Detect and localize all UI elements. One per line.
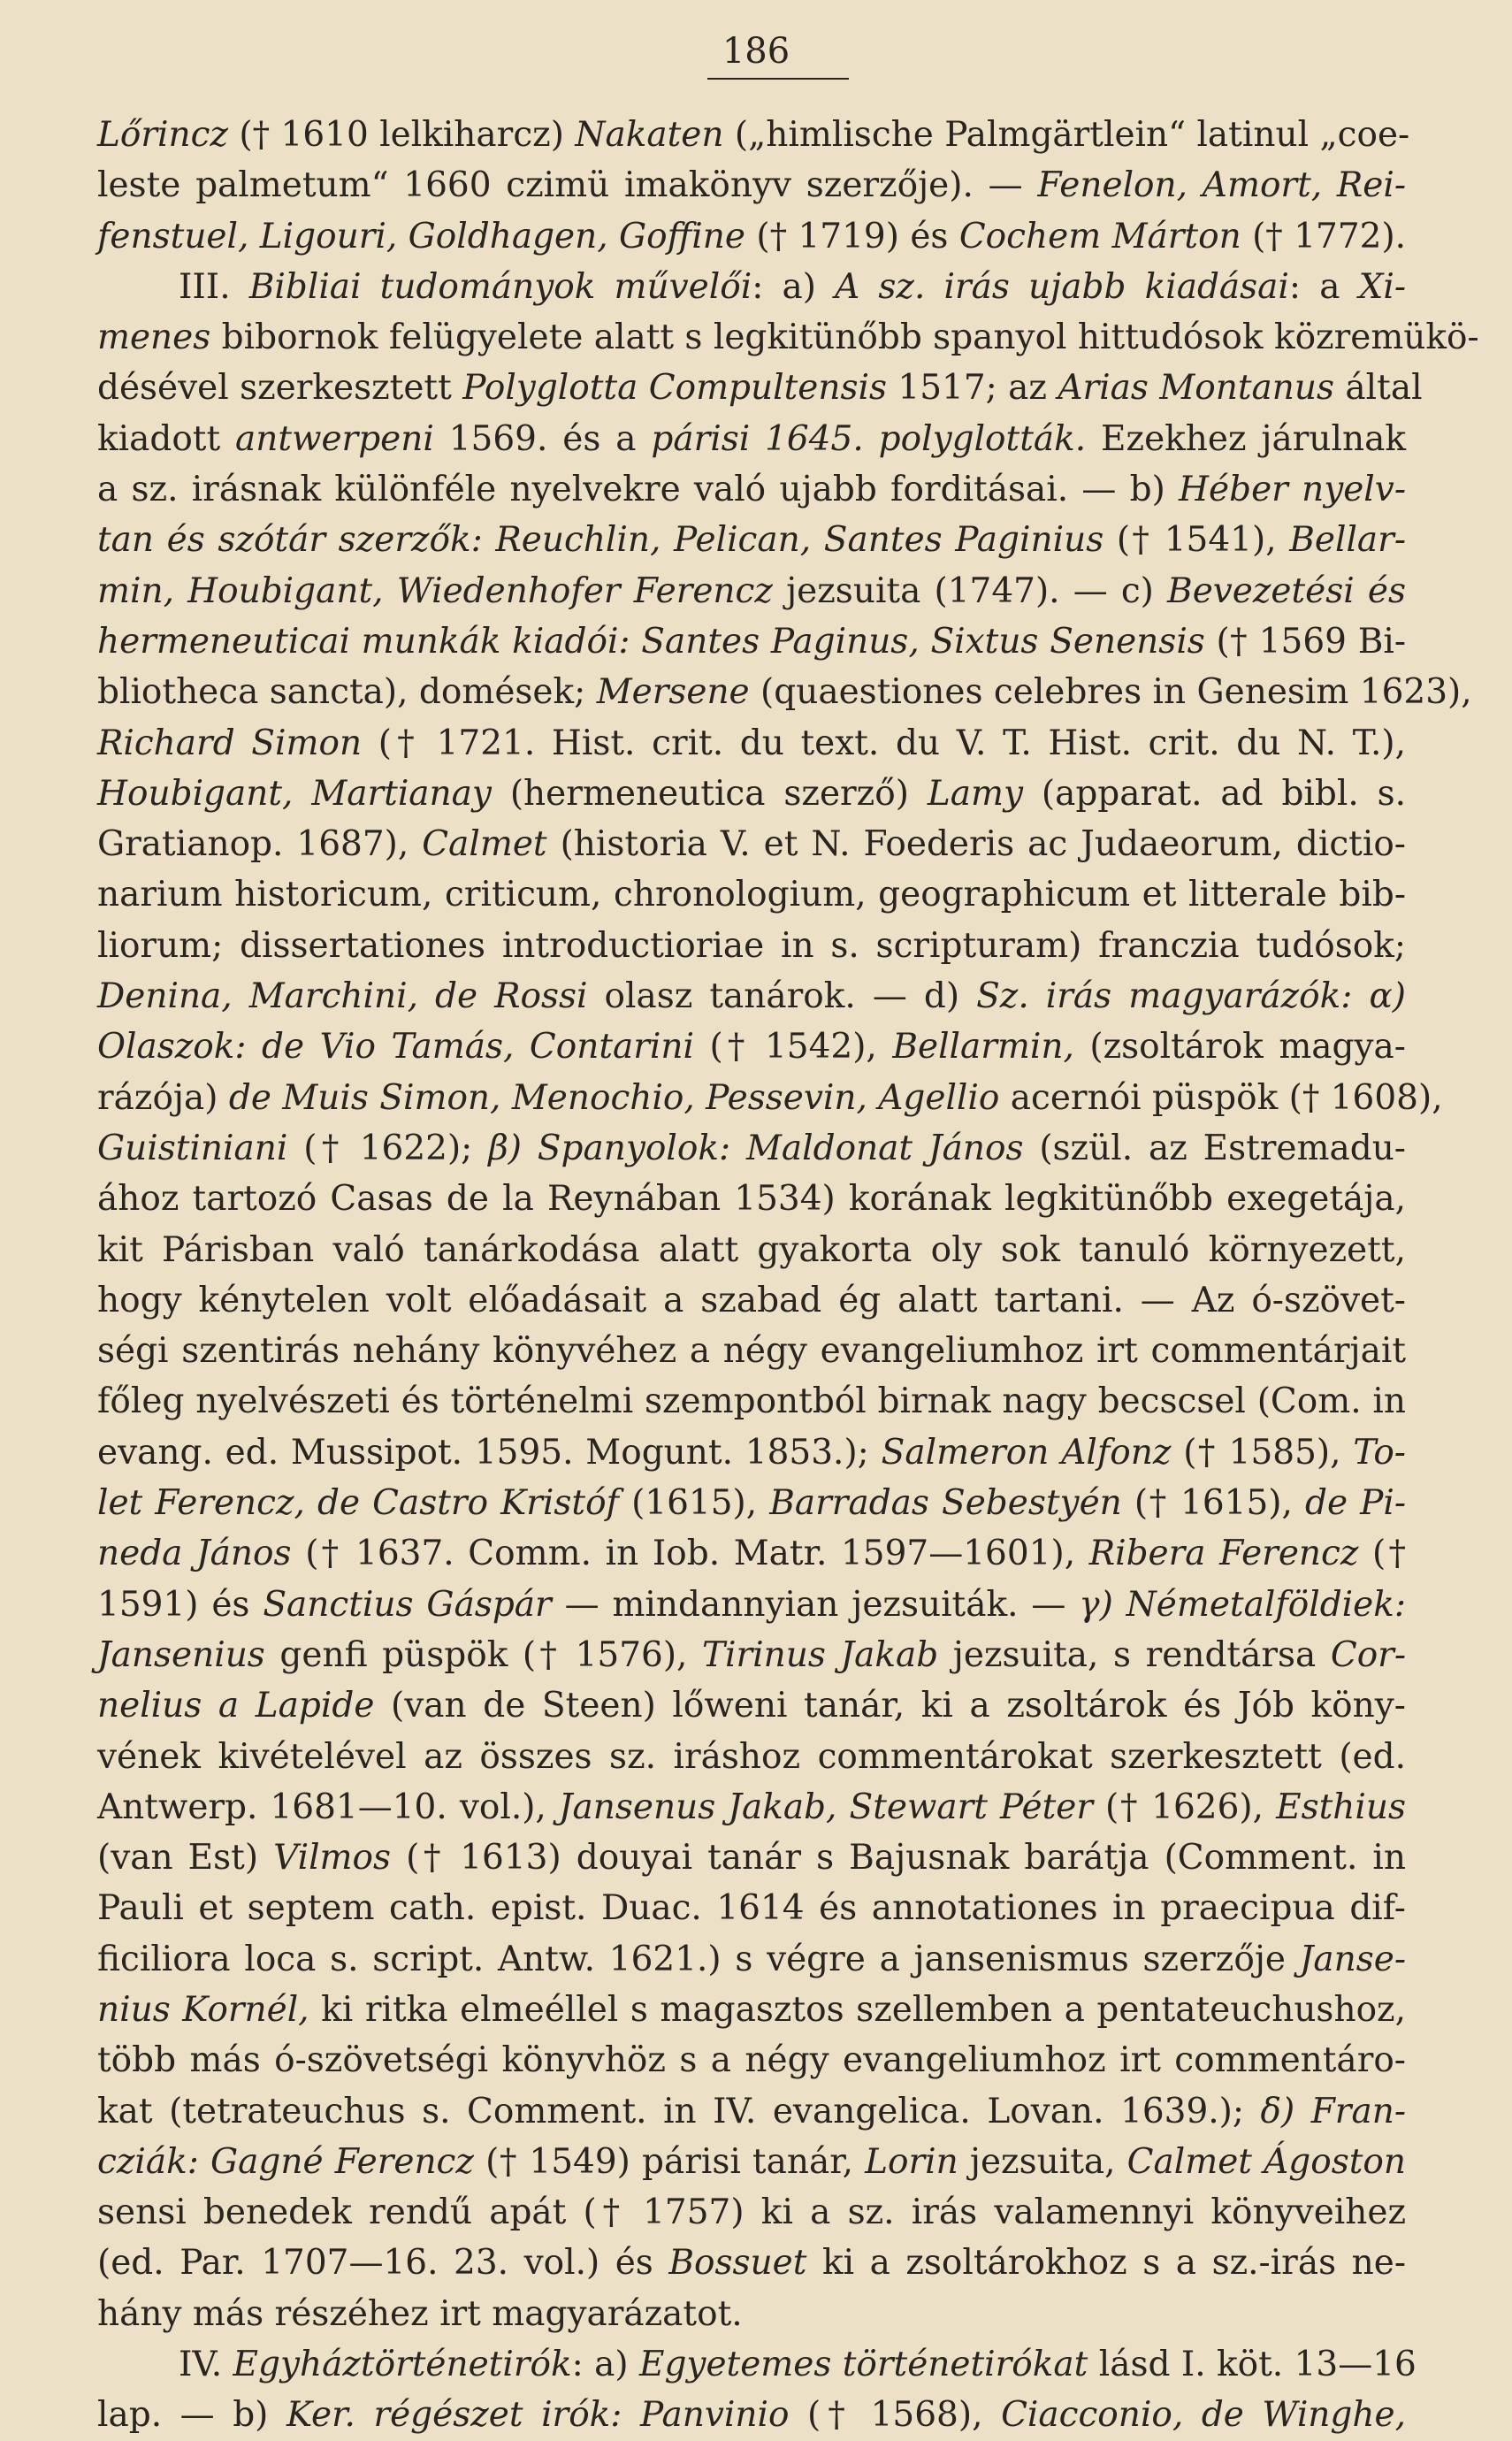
- italic-text: Jansenus Jakab, Stewart Péter: [558, 1787, 1093, 1827]
- text-line: [97, 262, 1406, 312]
- text-run: vének kivételével az összes sz. iráshoz commentárokat szerkesztett (ed.: [97, 1736, 1406, 1777]
- text-line: [97, 414, 1406, 464]
- text-line: [97, 1478, 1406, 1528]
- text-run: († 1541),: [1103, 520, 1290, 561]
- text-run: ségi szentirás nehány könyvéhez a négy evangeliumhoz irt commentárjait: [97, 1331, 1406, 1372]
- text-line: [97, 2390, 1406, 2440]
- italic-text: γ) Németalföldiek:: [1079, 1584, 1407, 1625]
- text-run: hogy kénytelen volt előadásait a szabad ég alatt tartani. — Az ó-szövet-: [97, 1280, 1406, 1320]
- text-run: Pauli et septem cath. epist. Duac. 1614 és annotationes in praecipua dif-: [97, 1888, 1406, 1929]
- italic-text: Vilmos: [273, 1838, 392, 1879]
- text-run: († 1615),: [1121, 1483, 1305, 1524]
- italic-text: β) Spanyolok: Maldonat János: [488, 1128, 1024, 1168]
- text-line: [97, 667, 1472, 717]
- text-line: [97, 718, 1406, 769]
- italic-text: δ) Fran-: [1260, 2091, 1406, 2131]
- text-run: bliotheca sancta), domések;: [97, 672, 597, 713]
- text-run: jezsuita (1747). — c): [772, 570, 1168, 611]
- text-run: IV.: [179, 2345, 233, 2385]
- text-run: (apparat. ad bibl. s.: [1022, 773, 1407, 814]
- text-line: [97, 921, 1406, 971]
- italic-text: Olaszok: de Vio Tamás, Contarini: [97, 1027, 694, 1067]
- italic-text: Bibliai tudományok művelői: [248, 266, 752, 307]
- italic-text: Calmet Ágoston: [1126, 2141, 1406, 2182]
- text-run: († 1772).: [1241, 216, 1407, 256]
- italic-text: nius Kornél,: [97, 1989, 309, 2030]
- text-run: (van de Steen) lőweni tanár, ki a zsoltárok és Jób köny-: [374, 1686, 1406, 1726]
- text-run: (van Est): [97, 1838, 274, 1879]
- italic-text: Egyetemes történetirókat: [638, 2345, 1088, 2385]
- italic-text: min, Houbigant, Wiedenhofer Ferencz: [97, 570, 773, 611]
- text-run: († 1549) párisi tanár,: [473, 2141, 866, 2182]
- italic-text: neda János: [97, 1534, 292, 1574]
- text-run: liorum; dissertationes introductioriae in s. scripturam) franczia tudósok;: [97, 925, 1406, 966]
- text-run: lap. — b): [97, 2395, 286, 2436]
- italic-text: To-: [1353, 1432, 1406, 1473]
- italic-text: Tirinus Jakab: [702, 1634, 939, 1675]
- text-run: († 1626),: [1092, 1787, 1277, 1827]
- italic-text: Sz. irás magyarázók: α): [976, 976, 1406, 1017]
- text-run: acernói püspök († 1608),: [999, 1077, 1443, 1118]
- text-line: [97, 1326, 1406, 1376]
- text-run: bibornok felügyelete alatt s legkitünőbb spanyol hittudósok közremükö-: [210, 318, 1479, 358]
- text-run: († 1542),: [693, 1027, 893, 1067]
- italic-text: párisi 1645. polyglották.: [651, 418, 1087, 459]
- italic-text: Lamy: [927, 773, 1023, 814]
- page-number: 186: [722, 31, 790, 72]
- text-run: (zsoltárok magya-: [1073, 1027, 1406, 1067]
- text-line: [97, 616, 1406, 667]
- italic-text: Richard Simon: [97, 723, 363, 763]
- italic-text: Ker. régészet irók: Panvinio: [286, 2395, 790, 2436]
- text-line: [97, 2187, 1406, 2238]
- text-run: : a): [752, 266, 836, 307]
- italic-text: Egyháztörténetirók: [233, 2345, 572, 2385]
- text-run: a sz. irásnak különféle nyelvekre való ujabb forditásai. — b): [97, 470, 1180, 510]
- text-line: [97, 1225, 1406, 1275]
- italic-text: de Muis Simon, Menochio, Pessevin, Agellio: [228, 1077, 1000, 1118]
- text-run: (hermeneutica szerző): [491, 773, 928, 814]
- text-run: († 1637. Comm. in Iob. Matr. 1597—1601),: [291, 1534, 1089, 1574]
- italic-text: Héber nyelv-: [1179, 470, 1406, 510]
- text-run: („himlische Palmgärtlein“ latinul „coe-: [723, 115, 1410, 155]
- italic-text: cziák: Gagné Ferencz: [97, 2141, 474, 2182]
- italic-text: menes: [97, 318, 211, 358]
- text-line: [97, 1123, 1406, 1174]
- italic-text: Ciacconio, de Winghe,: [1001, 2395, 1406, 2436]
- italic-text: A sz. irás ujabb kiadásai: [835, 266, 1289, 307]
- text-line: [97, 1782, 1406, 1833]
- italic-text: Sanctius Gáspár: [263, 1584, 552, 1625]
- text-run: 1591) és: [97, 1584, 263, 1625]
- text-run: (ed. Par. 1707—16. 23. vol.) és: [97, 2243, 669, 2284]
- text-line: [97, 819, 1406, 869]
- text-run: kiadott: [97, 418, 236, 459]
- text-run: ki a zsoltárokhoz s a sz.-irás ne-: [806, 2243, 1406, 2284]
- text-line: [97, 1174, 1406, 1224]
- text-line: [97, 1680, 1406, 1731]
- text-run: genfi püspök († 1576),: [264, 1634, 703, 1675]
- text-run: ficiliora loca s. script. Antw. 1621.) s végre a jansenismus szerzője: [97, 1939, 1300, 1979]
- text-line: [97, 1376, 1406, 1427]
- italic-text: Denina, Marchini, de Rossi: [97, 976, 588, 1017]
- italic-text: Cochem Márton: [958, 216, 1241, 256]
- text-line: [97, 1427, 1406, 1478]
- italic-text: Salmeron Alfonz: [881, 1432, 1172, 1473]
- text-run: jezsuita, s rendtársa: [938, 1634, 1331, 1675]
- text-line: [97, 1630, 1406, 1680]
- text-line: [97, 2137, 1406, 2187]
- italic-text: Lorin: [865, 2141, 958, 2182]
- text-run: ához tartozó Casas de la Reynában 1534) korának legkitünőbb exegetája,: [97, 1179, 1406, 1220]
- text-line: [97, 769, 1406, 819]
- italic-text: Polyglotta Compultensis: [462, 368, 887, 409]
- italic-text: Nakaten: [575, 115, 724, 155]
- text-line: [97, 160, 1406, 210]
- text-line: [97, 110, 1410, 160]
- italic-text: Janse-: [1299, 1939, 1406, 1979]
- italic-text: Bellarmin,: [892, 1027, 1074, 1067]
- italic-text: hermeneuticai munkák kiadói: Santes Paginus, Sixtus Senensis: [97, 621, 1205, 662]
- text-run: sensi benedek rendű apát († 1757) ki a sz. irás valamennyi könyveihez: [97, 2192, 1406, 2233]
- italic-text: tan és szótár szerzők: Reuchlin, Pelican, Santes Paginius: [97, 520, 1104, 561]
- text-line: [97, 1022, 1406, 1072]
- text-run: (historia V. et N. Foederis ac Judaeorum, dictio-: [546, 824, 1406, 865]
- text-run: (quaestiones celebres in Genesim 1623),: [749, 672, 1472, 713]
- text-run: kat (tetrateuchus s. Comment. in IV. evangelica. Lovan. 1639.);: [97, 2091, 1261, 2131]
- text-run: († 1721. Hist. crit. du text. du V. T. Hist. crit. du N. T.),: [362, 723, 1406, 763]
- text-run: több más ó-szövetségi könyvhöz s a négy evangeliumhoz irt commentáro-: [97, 2040, 1406, 2081]
- text-line: [97, 2238, 1406, 2288]
- text-line: [97, 363, 1423, 413]
- text-run: († 1569 Bi-: [1204, 621, 1406, 662]
- text-run: : a): [571, 2345, 639, 2385]
- text-line: [97, 1528, 1406, 1579]
- header-rule: [707, 78, 849, 80]
- text-line: [97, 1934, 1406, 1985]
- text-run: Ezekhez járulnak: [1086, 418, 1406, 459]
- text-run: († 1610 lelkiharcz): [228, 115, 576, 155]
- text-line: [97, 515, 1406, 565]
- text-run: (1615),: [619, 1483, 770, 1524]
- italic-text: Calmet: [422, 824, 547, 865]
- text-line: [97, 2035, 1406, 2085]
- text-line: [97, 1275, 1406, 1326]
- text-run: lásd I. köt. 13—16: [1088, 2345, 1417, 2385]
- text-run: főleg nyelvészeti és történelmi szempontból birnak nagy becscsel (Com. in: [97, 1381, 1406, 1422]
- text-run: által: [1334, 368, 1423, 409]
- italic-text: Bellar-: [1289, 520, 1406, 561]
- text-line: [97, 869, 1406, 920]
- italic-text: Esthius: [1276, 1787, 1406, 1827]
- text-line: [97, 1985, 1406, 2035]
- text-run: — mindannyian jezsuiták. —: [551, 1584, 1080, 1625]
- italic-text: antwerpeni: [235, 418, 434, 459]
- text-run: narium historicum, criticum, chronologium, geographicum et litterale bib-: [97, 875, 1406, 915]
- body-text: [97, 110, 1479, 2441]
- italic-text: Bevezetési és: [1167, 570, 1406, 611]
- italic-text: Fenelon, Amort, Rei-: [1037, 165, 1406, 206]
- italic-text: Barradas Sebestyén: [769, 1483, 1122, 1524]
- text-line: [97, 971, 1406, 1022]
- text-line: [97, 1732, 1406, 1782]
- text-run: : a: [1288, 266, 1359, 307]
- text-run: († 1585),: [1171, 1432, 1354, 1473]
- text-run: olasz tanárok. — d): [587, 976, 977, 1017]
- text-line: [97, 1883, 1406, 1933]
- italic-text: nelius a Lapide: [97, 1686, 375, 1726]
- text-run: 1569. és a: [433, 418, 652, 459]
- text-run: ki ritka elmeéllel s magasztos szellemben a pentateuchushoz,: [309, 1989, 1406, 2030]
- text-run: († 1568),: [789, 2395, 1002, 2436]
- italic-text: Jansenius: [97, 1634, 265, 1675]
- text-run: III.: [179, 266, 249, 307]
- italic-text: Lőrincz: [97, 115, 229, 155]
- italic-text: Guistiniani: [97, 1128, 288, 1168]
- italic-text: Bossuet: [668, 2243, 807, 2284]
- text-run: (†: [1358, 1534, 1406, 1574]
- text-run: Gratianop. 1687),: [97, 824, 423, 865]
- text-run: rázója): [97, 1077, 229, 1118]
- text-run: evang. ed. Mussipot. 1595. Mogunt. 1853.);: [97, 1432, 882, 1473]
- text-run: hány más részéhez irt magyarázatot.: [97, 2293, 743, 2334]
- text-run: 1517; az: [886, 368, 1058, 409]
- text-run: († 1719) és: [745, 216, 959, 256]
- text-run: kit Párisban való tanárkodása alatt gyakorta oly sok tanuló környezett,: [97, 1229, 1406, 1270]
- text-run: († 1613) douyai tanár s Bajusnak barátja (Comment. in: [391, 1838, 1406, 1879]
- italic-text: fenstuel, Ligouri, Goldhagen, Goffine: [97, 216, 745, 256]
- text-run: Antwerp. 1681—10. vol.),: [97, 1787, 559, 1827]
- italic-text: de Pi-: [1304, 1483, 1407, 1524]
- italic-text: Cor-: [1330, 1634, 1407, 1675]
- text-run: désével szerkesztett: [97, 368, 463, 409]
- text-line: [97, 1073, 1443, 1123]
- text-line: [97, 2086, 1406, 2137]
- text-line: [97, 211, 1406, 262]
- text-run: leste palmetum“ 1660 czimü imakönyv szerzője). —: [97, 165, 1038, 206]
- text-run: jezsuita,: [958, 2141, 1127, 2182]
- text-line: [97, 464, 1406, 515]
- text-run: (szül. az Estremadu-: [1023, 1128, 1406, 1168]
- text-line: [97, 312, 1479, 363]
- italic-text: Arias Montanus: [1058, 368, 1335, 409]
- text-line: [97, 1580, 1406, 1630]
- italic-text: Houbigant, Martianay: [97, 773, 492, 814]
- text-line: [97, 2289, 1406, 2339]
- italic-text: let Ferencz, de Castro Kristóf: [97, 1483, 619, 1524]
- italic-text: Xi-: [1358, 266, 1407, 307]
- text-run: († 1622);: [287, 1128, 489, 1168]
- italic-text: Mersene: [596, 672, 750, 713]
- text-line: [97, 2339, 1417, 2390]
- text-line: [97, 1833, 1406, 1883]
- italic-text: Ribera Ferencz: [1088, 1534, 1359, 1574]
- text-line: [97, 566, 1406, 616]
